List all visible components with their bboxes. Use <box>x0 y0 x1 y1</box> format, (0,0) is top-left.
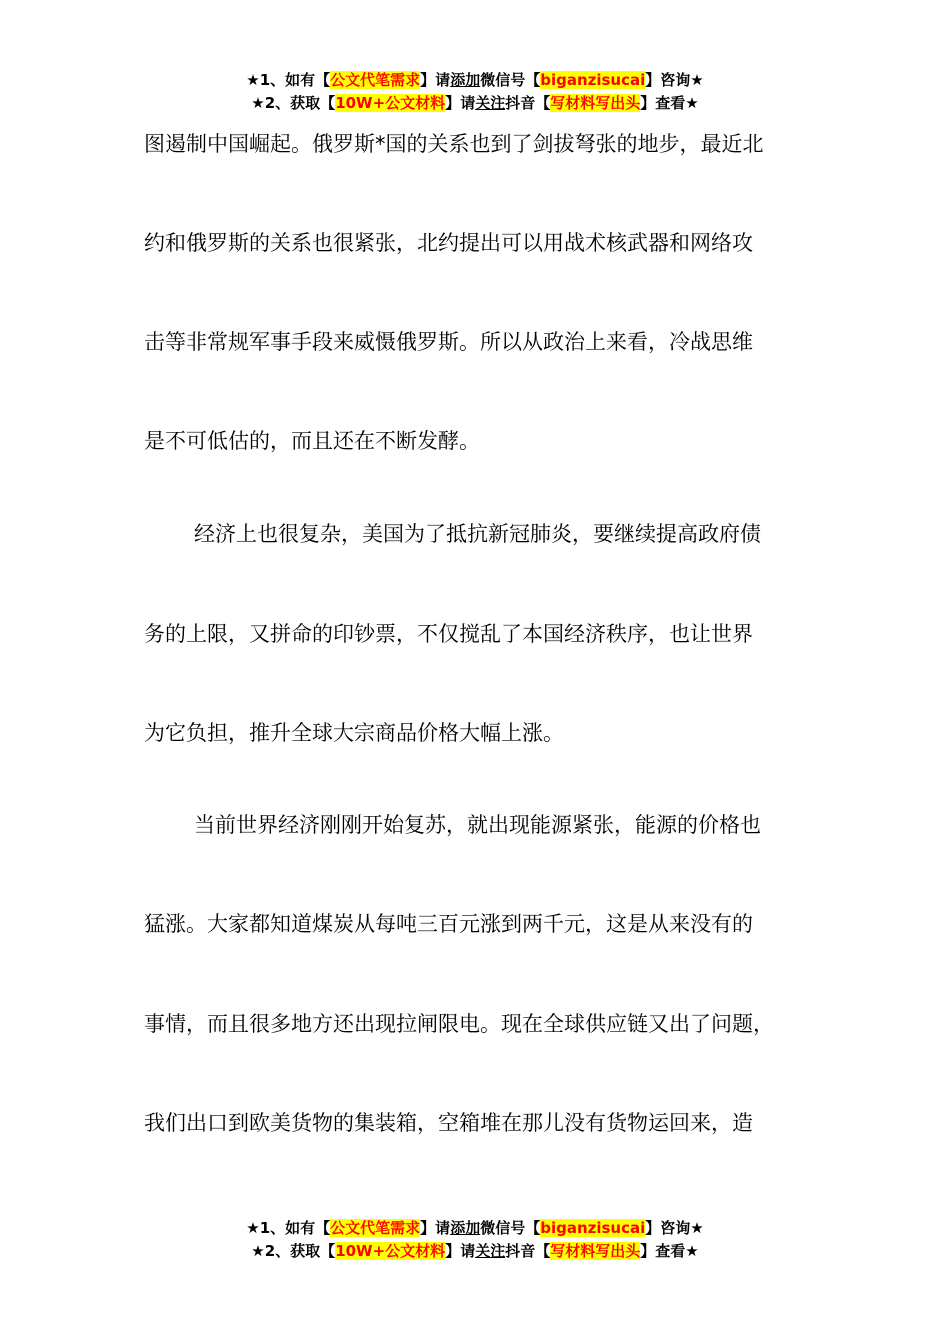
banner-text: 微信号【 <box>480 1219 541 1237</box>
banner-text: 】请 <box>420 71 451 89</box>
body-line: 击等非常规军事手段来威慑俄罗斯。所以从政治上来看，冷战思维 <box>144 330 753 354</box>
banner-highlight: biganzisucai <box>540 1219 646 1237</box>
banner-highlight: 写材料写出头 <box>550 94 641 112</box>
banner-highlight: 公文代笔需求 <box>330 71 421 89</box>
body-line: 是不可低估的，而且还在不断发酵。 <box>144 429 480 453</box>
banner-underline-text: 添加 <box>450 1219 481 1237</box>
banner-text: 微信号【 <box>480 71 541 89</box>
banner-underline-text: 关注 <box>475 94 506 112</box>
header-banner <box>0 69 950 115</box>
banner-highlight: 公文代笔需求 <box>330 1219 421 1237</box>
banner-text: ★2、获取【 <box>251 1242 336 1260</box>
banner-line-1 <box>0 1217 950 1240</box>
footer-banner <box>0 1217 950 1263</box>
banner-underline-text: 关注 <box>475 1242 506 1260</box>
body-line-paragraph-start: 经济上也很复杂，美国为了抵抗新冠肺炎，要继续提高政府债 <box>194 522 761 546</box>
banner-highlight: 10W+公文材料 <box>335 1242 446 1260</box>
banner-text: ★2、获取【 <box>251 94 336 112</box>
banner-text: 】咨询★ <box>645 1219 704 1237</box>
banner-line-2 <box>0 1240 950 1263</box>
banner-line-1 <box>0 69 950 92</box>
banner-text: 】请 <box>445 94 476 112</box>
banner-text: 】请 <box>445 1242 476 1260</box>
banner-highlight: 10W+公文材料 <box>335 94 446 112</box>
banner-text: 抖音【 <box>505 1242 551 1260</box>
banner-highlight: biganzisucai <box>540 71 646 89</box>
banner-text: ★1、如有【 <box>246 1219 331 1237</box>
body-line: 务的上限，又拼命的印钞票，不仅搅乱了本国经济秩序，也让世界 <box>144 622 753 646</box>
body-line: 猛涨。大家都知道煤炭从每吨三百元涨到两千元，这是从来没有的 <box>144 912 753 936</box>
body-line-paragraph-start: 当前世界经济刚刚开始复苏，就出现能源紧张，能源的价格也 <box>194 813 761 837</box>
body-line: 事情，而且很多地方还出现拉闸限电。现在全球供应链又出了问题， <box>144 1012 774 1036</box>
banner-text: 】查看★ <box>640 94 699 112</box>
body-line: 我们出口到欧美货物的集装箱，空箱堆在那儿没有货物运回来，造 <box>144 1111 753 1135</box>
banner-text: ★1、如有【 <box>246 71 331 89</box>
body-line: 为它负担，推升全球大宗商品价格大幅上涨。 <box>144 721 564 745</box>
banner-text: 】查看★ <box>640 1242 699 1260</box>
body-line: 约和俄罗斯的关系也很紧张，北约提出可以用战术核武器和网络攻 <box>144 231 753 255</box>
banner-highlight: 写材料写出头 <box>550 1242 641 1260</box>
banner-text: 】咨询★ <box>645 71 704 89</box>
banner-text: 抖音【 <box>505 94 551 112</box>
banner-underline-text: 添加 <box>450 71 481 89</box>
banner-line-2 <box>0 92 950 115</box>
banner-text: 】请 <box>420 1219 451 1237</box>
body-line: 图遏制中国崛起。俄罗斯*国的关系也到了剑拔弩张的地步，最近北 <box>144 132 764 156</box>
